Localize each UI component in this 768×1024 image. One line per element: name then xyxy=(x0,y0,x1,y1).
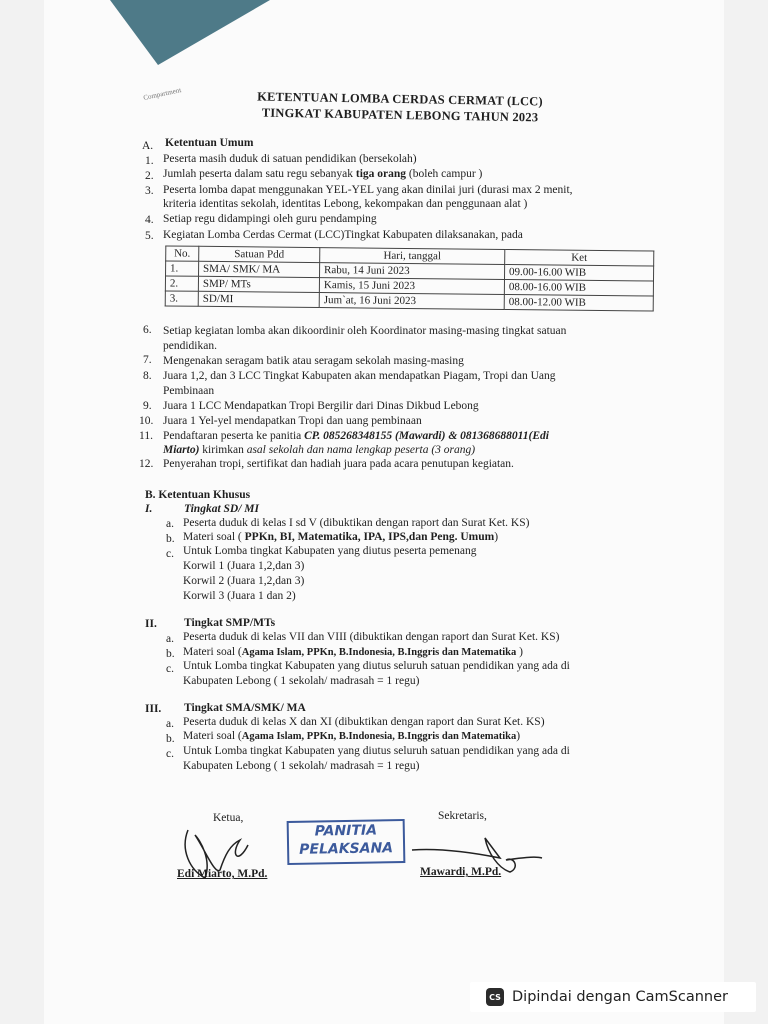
sd-rule-a: Peserta duduk di kelas I sd V (dibuktikan dengan raport dan Surat Ket. KS) xyxy=(183,517,530,529)
smp-rule-a: Peserta duduk di kelas VII dan VIII (dibuktikan dengan raport dan Surat Ket. KS) xyxy=(183,631,560,643)
rule-11-text: Pendaftaran peserta ke panitia xyxy=(163,430,305,442)
contact-numbers: CP. 085268348155 (Mawardi) & 081368688011(Edi xyxy=(304,430,549,442)
list-number: 7. xyxy=(143,354,152,366)
contact-name: Miarto) xyxy=(163,444,200,456)
committee-stamp xyxy=(287,819,406,865)
list-letter: a. xyxy=(166,518,174,530)
rule-2-text: Jumlah peserta dalam satu regu sebanyak xyxy=(163,168,356,180)
cell-time: 08.00-16.00 WIB xyxy=(504,279,653,296)
rule-11-italic: asal sekolah dan nama lengkap peserta (3 orang) xyxy=(246,444,476,456)
sd-subjects: PPKn, BI, Matematika, IPA, IPS,dan Peng. Umum xyxy=(241,531,495,543)
sma-subjects: Agama Islam, PPKn, B.Indonesia, B.Inggris dan Matematika xyxy=(241,731,517,742)
cell-date: Rabu, 14 Juni 2023 xyxy=(320,263,505,280)
general-rule-3-line2: kriteria identitas sekolah, identitas Lebong, kekompakan dan penggunaan alat ) xyxy=(163,198,528,210)
general-rule-6-line2: pendidikan. xyxy=(163,340,217,352)
sma-rule-a: Peserta duduk di kelas X dan XI (dibuktikan dengan raport dan Surat Ket. KS) xyxy=(183,716,545,728)
general-rule-12: Penyerahan tropi, sertifikat dan hadiah juara pada acara penutupan kegiatan. xyxy=(163,458,514,470)
general-rule-5: Kegiatan Lomba Cerdas Cermat (LCC)Tingkat Kabupaten dilaksanakan, pada xyxy=(163,229,523,241)
sekretaris-label: Sekretaris, xyxy=(438,810,487,822)
general-rule-9: Juara 1 LCC Mendapatkan Tropi Bergilir dari Dinas Dikbud Lebong xyxy=(163,400,479,412)
smp-title: Tingkat SMP/MTs xyxy=(184,617,276,629)
camscanner-watermark xyxy=(470,982,756,1012)
smp-b-post: ) xyxy=(516,646,523,658)
sd-rule-c: Untuk Lomba tingkat Kabupaten yang diutus peserta pemenang xyxy=(183,545,477,557)
list-number: 12. xyxy=(139,458,154,470)
list-number: 5. xyxy=(145,230,154,242)
sma-title: Tingkat SMA/SMK/ MA xyxy=(184,702,306,714)
table-header-no: No. xyxy=(166,246,199,261)
document-title-line2: TINGKAT KABUPATEN LEBONG TAHUN 2023 xyxy=(261,105,539,125)
corner-note: Compartment xyxy=(142,86,182,102)
stamp-line2: PELAKSANA xyxy=(299,840,394,858)
sekretaris-name: Mawardi, M.Pd. xyxy=(420,866,502,878)
list-letter: c. xyxy=(166,748,174,760)
list-number: 1. xyxy=(145,155,154,167)
smp-roman: II. xyxy=(145,618,157,630)
section-a-heading: Ketentuan Umum xyxy=(165,137,254,149)
sma-rule-c-line1: Untuk Lomba tingkat Kabupaten yang diutus seluruh satuan pendidikan yang ada di xyxy=(183,745,570,757)
cell-date: Jum`at, 16 Juni 2023 xyxy=(319,293,504,310)
list-number: 11. xyxy=(139,430,153,442)
general-rule-3-line1: Peserta lomba dapat menggunakan YEL-YEL yang akan dinilai juri (durasi max 2 menit, xyxy=(163,184,573,196)
section-a-letter: A. xyxy=(142,140,154,152)
list-letter: c. xyxy=(166,663,174,675)
stamp-line1: PANITIA xyxy=(314,822,378,840)
list-letter: b. xyxy=(166,648,175,660)
general-rule-7: Mengenakan seragam batik atau seragam sekolah masing-masing xyxy=(163,355,464,367)
table-header-date: Hari, tanggal xyxy=(320,248,505,265)
list-number: 4. xyxy=(145,214,154,226)
ketua-label: Ketua, xyxy=(213,812,244,824)
cell-level: SD/MI xyxy=(198,291,319,307)
general-rule-2 xyxy=(163,167,482,181)
list-number: 3. xyxy=(145,185,154,197)
smp-rule-c-line2: Kabupaten Lebong ( 1 sekolah/ madrasah = 1 regu) xyxy=(183,675,420,687)
general-rule-6-line1: Setiap kegiatan lomba akan dikoordinir oleh Koordinator masing-masing tingkat satuan xyxy=(163,325,567,337)
general-rule-11-line2 xyxy=(163,443,475,457)
korwil-3: Korwil 3 (Juara 1 dan 2) xyxy=(183,590,296,602)
sma-b-text: Materi soal ( xyxy=(183,730,242,742)
list-number: 6. xyxy=(143,324,152,336)
cell-level: SMP/ MTs xyxy=(198,276,319,292)
smp-rule-b xyxy=(183,645,523,660)
list-letter: c. xyxy=(166,548,174,560)
sd-b-post: ) xyxy=(494,531,499,543)
rule-2-bold: tiga orang xyxy=(355,168,407,180)
list-number: 8. xyxy=(143,370,152,382)
general-rule-10: Juara 1 Yel-yel mendapatkan Tropi dan uang pembinaan xyxy=(163,415,422,427)
table-header-level: Satuan Pdd xyxy=(199,246,320,262)
document-title-line1: KETENTUAN LOMBA CERDAS CERMAT (LCC) xyxy=(257,89,543,109)
camscanner-logo-icon: CS xyxy=(486,988,504,1006)
rule-11-mid: kirimkan xyxy=(199,444,247,456)
list-letter: b. xyxy=(166,533,175,545)
general-rule-11-line1 xyxy=(163,429,549,443)
sd-roman: I. xyxy=(145,503,153,515)
table-header-time: Ket xyxy=(505,249,654,266)
cell-date: Kamis, 15 Juni 2023 xyxy=(319,278,504,295)
cell-level: SMA/ SMK/ MA xyxy=(199,261,320,277)
cell-no: 1. xyxy=(166,261,199,276)
korwil-2: Korwil 2 (Juara 1,2,dan 3) xyxy=(183,575,305,587)
section-b-heading: B. Ketentuan Khusus xyxy=(145,489,251,501)
general-rule-8-line1: Juara 1,2, dan 3 LCC Tingkat Kabupaten akan mendapatkan Piagam, Tropi dan Uang xyxy=(163,370,556,382)
sd-rule-b xyxy=(183,530,498,544)
smp-rule-c-line1: Untuk Lomba tingkat Kabupaten yang diutus seluruh satuan pendidikan yang ada di xyxy=(183,660,570,672)
list-letter: b. xyxy=(166,733,175,745)
ketua-name: Edi Miarto, M.Pd. xyxy=(177,868,268,880)
general-rule-4: Setiap regu didampingi oleh guru pendamping xyxy=(163,213,377,225)
sma-b-post: ) xyxy=(516,730,521,742)
sma-rule-c-line2: Kabupaten Lebong ( 1 sekolah/ madrasah = 1 regu) xyxy=(183,760,420,772)
general-rule-1: Peserta masih duduk di satuan pendidikan (bersekolah) xyxy=(163,153,417,165)
sd-b-text: Materi soal ( xyxy=(183,531,242,543)
camscanner-text: Dipindai dengan CamScanner xyxy=(512,989,729,1005)
schedule-table xyxy=(165,245,655,311)
sma-rule-b xyxy=(183,729,520,744)
korwil-1: Korwil 1 (Juara 1,2,dan 3) xyxy=(183,560,305,572)
sma-roman: III. xyxy=(145,703,162,715)
cell-no: 3. xyxy=(165,291,198,306)
cell-time: 09.00-16.00 WIB xyxy=(504,264,653,281)
list-number: 10. xyxy=(139,415,154,427)
list-number: 2. xyxy=(145,170,154,182)
sd-title: Tingkat SD/ MI xyxy=(184,503,259,515)
general-rule-8-line2: Pembinaan xyxy=(163,385,215,397)
rule-2-post: (boleh campur ) xyxy=(406,168,483,180)
list-number: 9. xyxy=(143,400,152,412)
smp-b-text: Materi soal ( xyxy=(183,646,242,658)
cell-no: 2. xyxy=(165,276,198,291)
cell-time: 08.00-12.00 WIB xyxy=(504,294,653,311)
list-letter: a. xyxy=(166,718,174,730)
list-letter: a. xyxy=(166,633,174,645)
smp-subjects: Agama Islam, PPKn, B.Indonesia, B.Inggris dan Matematika xyxy=(241,647,517,658)
